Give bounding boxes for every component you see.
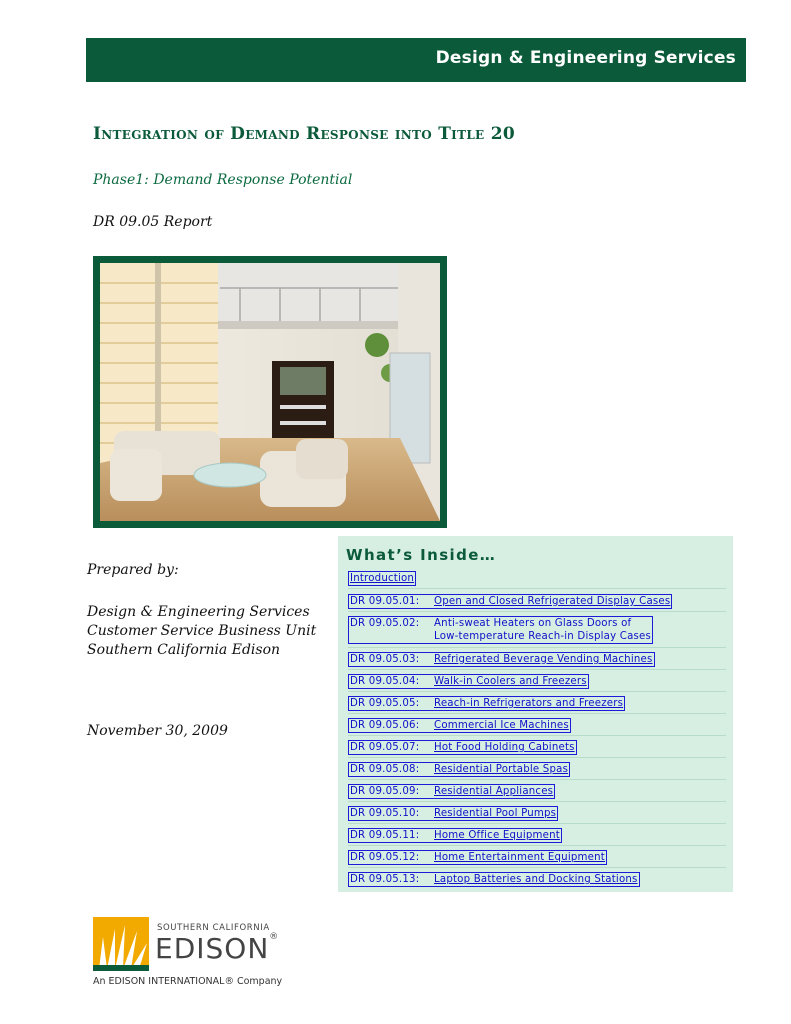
toc-link-code: DR 09.05.09: [350,786,420,797]
prepared-line: Design & Engineering Services [87,604,310,620]
page-subtitle: Phase1: Demand Response Potential [93,172,353,188]
living-room-image [100,263,440,521]
toc-link-code: DR 09.05.01: [350,596,420,607]
toc-link-text: Open and Closed Refrigerated Display Cases [434,596,671,607]
toc-link-code: DR 09.05.13: [350,874,420,885]
toc-link-09-05-12[interactable] [348,850,607,865]
toc-link-text [434,617,651,643]
toc-link-text: Reach-in Refrigerators and Freezers [434,698,624,709]
toc-link-text: Walk-in Coolers and Freezers [434,676,587,687]
toc-link-text: Home Entertainment Equipment [434,852,605,863]
logo-tagline: An EDISON INTERNATIONAL® Company [93,976,283,987]
logo-name: EDISON [155,932,270,965]
toc-link-text: Residential Pool Pumps [434,808,557,819]
toc-link-text: Residential Appliances [434,786,554,797]
banner-title: Design & Engineering Services [435,48,736,68]
toc-link-text: Commercial Ice Machines [434,720,569,731]
toc-link-text: Residential Portable Spas [434,764,569,775]
whats-inside-panel [338,536,733,892]
registered-mark: ® [269,932,280,942]
toc-link-09-05-02[interactable] [348,616,653,644]
toc-link-code: DR 09.05.11: [350,830,420,841]
toc-link-text: Refrigerated Beverage Vending Machines [434,654,653,665]
toc-link-text: Laptop Batteries and Docking Stations [434,874,638,885]
cover-photo [93,256,447,528]
toc-link-text: Home Office Equipment [434,830,560,841]
prepared-line: Customer Service Business Unit [87,623,317,639]
prepared-by-label: Prepared by: [87,562,179,578]
logo-subtitle: SOUTHERN CALIFORNIA [157,923,270,933]
toc-link-code: DR 09.05.06: [350,720,420,731]
toc-link-code: DR 09.05.07: [350,742,420,753]
prepared-by-block [87,603,316,660]
report-number: DR 09.05 Report [93,214,213,230]
whats-inside-heading: What’s Inside… [346,546,497,564]
toc-link-09-05-08[interactable] [348,762,570,777]
toc-link-09-05-05[interactable] [348,696,625,711]
toc-link-code: DR 09.05.02: [350,618,420,629]
toc-link-09-05-01[interactable] [348,594,672,609]
toc-link-09-05-10[interactable] [348,806,558,821]
toc-link-09-05-07[interactable] [348,740,577,755]
toc-link-09-05-09[interactable] [348,784,555,799]
toc-link-text-line: Low-temperature Reach-in Display Cases [434,631,652,642]
report-date: November 30, 2009 [87,723,228,739]
toc-link-label: Introduction [350,573,415,584]
toc-link-code: DR 09.05.12: [350,852,420,863]
page-title: Integration of Demand Response into Title 20 [93,124,515,144]
toc-link-code: DR 09.05.10: [350,808,420,819]
toc-link-introduction[interactable] [348,571,416,586]
prepared-line: Southern California Edison [87,642,281,658]
toc-link-09-05-13[interactable] [348,872,640,887]
toc-link-09-05-03[interactable] [348,652,655,667]
logo-wordmark [155,932,279,965]
toc-link-code: DR 09.05.05: [350,698,420,709]
toc-link-code: DR 09.05.08: [350,764,420,775]
toc-link-09-05-04[interactable] [348,674,589,689]
header-banner [86,38,746,82]
edison-sunburst-logo-icon [93,917,149,971]
toc-link-code: DR 09.05.04: [350,676,420,687]
toc-link-09-05-11[interactable] [348,828,562,843]
toc-link-text: Hot Food Holding Cabinets [434,742,575,753]
toc-link-09-05-06[interactable] [348,718,571,733]
toc-link-code: DR 09.05.03: [350,654,420,665]
toc-link-text-line: Anti-sweat Heaters on Glass Doors of [434,618,632,629]
